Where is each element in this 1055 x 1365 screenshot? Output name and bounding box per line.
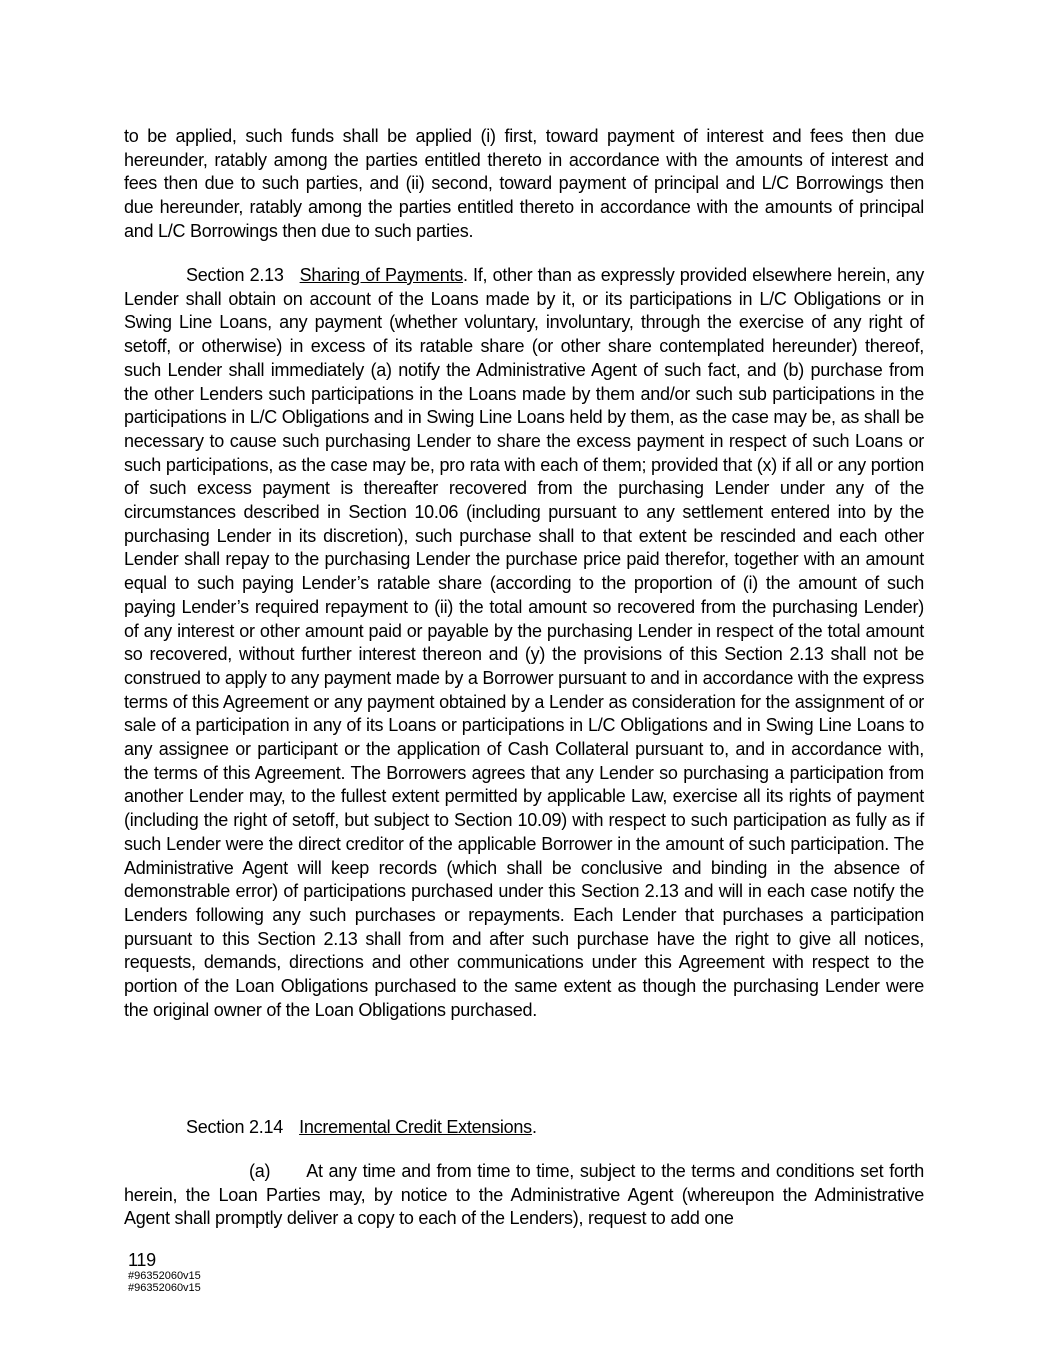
section-2-14-title: Incremental Credit Extensions [299,1117,532,1137]
section-2-14-period: . [531,1117,537,1137]
section-2-14-a-paragraph [124,1160,924,1231]
page-footer [128,1250,201,1294]
continuation-paragraph: to be applied, such funds shall be applied (i) first, toward payment of interest and fees then due hereunder, ratably among the parties entitled thereto in accordance with the amounts of interest and fees then due to such parties, and (ii) second, toward payment of principal and L/C Borrowings then due hereunder, ratably among the parties entitled thereto in accordance with the amounts of principal and L/C Borrowings then due to such parties. [124,126,924,241]
section-2-13-body: . If, other than as expressly provided elsewhere herein, any Lender shall obtain on account of the Loans made by it, or its participations in L/C Obligations or in Swing Line Loans, any payment (whether voluntary, involuntary, through the exercise of any right of setoff, or otherwise) in excess of its ratable share (or other share contemplated hereunder) thereof, such Lender shall immediately (a) notify the Administrative Agent of such fact, and (b) purchase from the other Lenders such participations in the Loans made by them and/or such sub participations in the participations in L/C Obligations and in Swing Line Loans held by them, as the case may be, as shall be necessary to cause such purchasing Lender to share the excess payment in respect of such Loans or such participations, as the case may be, pro rata with each of them; provided that (x) if all or any portion of such excess payment is thereafter recovered from the purchasing Lender under any of the circumstances described in Section 10.06 (including pursuant to any settlement entered into by the purchasing Lender in its discretion), such purchase shall to that extent be rescinded and each other Lender shall repay to the purchasing Lender the purchase price paid therefor, together with an amount equal to such paying Lender’s ratable share (according to the proportion of (i) the amount of such paying Lender’s required repayment to (ii) the total amount so recovered from the purchasing Lender) of any interest or other amount paid or payable by the purchasing Lender in respect of the total amount so recovered, without further interest thereon and (y) the provisions of this Section 2.13 shall not be construed to apply to any payment made by a Borrower pursuant to and in accordance with the express terms of this Agreement or any payment obtained by a Lender as consideration for the assignment of or sale of a participation in any of its Loans or participations in L/C Obligations and in Swing Line Loans to any assignee or participant or the application of Cash Collateral pursuant to, and in accordance with, the terms of this Agreement. The Borrowers agrees that any Lender so purchasing a participation from another Lender may, to the fullest extent permitted by applicable Law, exercise all its rights of payment (including the right of setoff, but subject to Section 10.09) with respect to such participation as fully as if such Lender were the direct creditor of the applicable Borrower in the amount of such participation. The Administrative Agent will keep records (which shall be conclusive and binding in the absence of demonstrable error) of participations purchased under this Section 2.13 and will in each case notify the Lenders following any such purchases or repayments. Each Lender that purchases a participation pursuant to this Section 2.13 shall from and after such purchase have the right to give all notices, requests, demands, directions and other communications under this Agreement with respect to the portion of the Loan Obligations purchased to the same extent as though the purchasing Lender were the original owner of the Loan Obligations purchased. [124,265,925,1020]
section-2-13-title: Sharing of Payments [299,265,464,285]
section-2-13-number: Section 2.13 [186,265,284,285]
page-number: 119 [128,1250,156,1270]
clause-a-label: (a) [249,1161,271,1181]
section-2-14-heading [124,1116,924,1140]
document-id-repeat: #96352060v15 [128,1282,201,1294]
section-2-14-number: Section 2.14 [186,1117,284,1137]
clause-a-body: At any time and from time to time, subject to the terms and conditions set forth herein, the Loan Parties may, by notice to the Administrative Agent (whereupon the Administrative Agent shall promptly deliver a copy to each of the Lenders), request to add one [124,1161,924,1229]
section-2-13-paragraph [124,264,924,1023]
document-id: #96352060v15 [128,1270,201,1282]
